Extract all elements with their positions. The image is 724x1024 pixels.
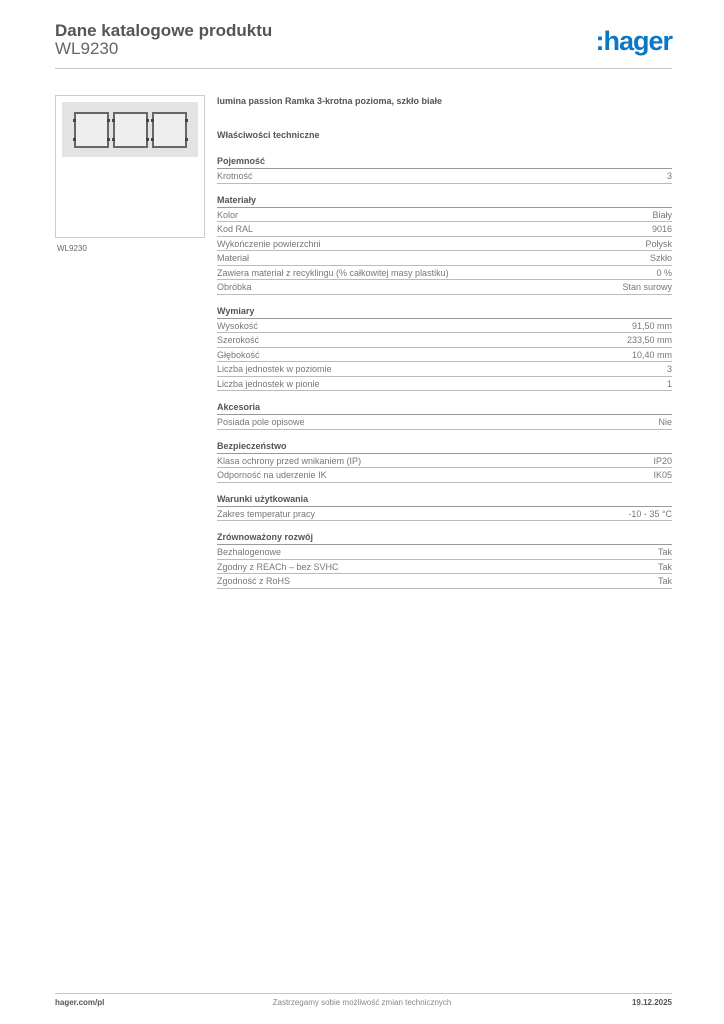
section-heading: Wymiary: [217, 305, 672, 319]
spec-label: Zgodność z RoHS: [217, 576, 291, 586]
spec-label: Zawiera materiał z recyklingu (% całkowitej masy plastiku): [217, 267, 449, 278]
frame-slot: [113, 112, 148, 148]
properties-heading: Właściwości techniczne: [217, 130, 320, 140]
footer-disclaimer: Zastrzegamy sobie możliwość zmian technicznych: [272, 998, 452, 1007]
hager-logo: :hager: [595, 26, 672, 56]
section-heading: Zrównoważony rozwój: [217, 531, 672, 545]
spec-label: Szerokość: [217, 335, 260, 345]
spec-value: 10,40 mm: [631, 349, 672, 360]
spec-row: [217, 377, 672, 392]
footer-divider: [55, 993, 672, 994]
section-heading: Materiały: [217, 194, 672, 208]
spec-label: Liczba jednostek w pionie: [217, 378, 320, 389]
spec-value: 91,50 mm: [631, 320, 672, 331]
spec-value: Szkło: [649, 253, 672, 263]
section-heading: Akcesoria: [217, 401, 672, 415]
spec-row: [217, 348, 672, 363]
spec-column: [217, 96, 672, 599]
spec-value: Stan surowy: [622, 282, 672, 292]
spec-row: [217, 251, 672, 266]
spec-label: Wysokość: [217, 320, 258, 331]
spec-label: Zgodny z REACh – bez SVHC: [217, 561, 339, 572]
spec-section: [217, 531, 672, 589]
product-code: WL9230: [55, 39, 119, 58]
spec-row: [217, 468, 672, 483]
spec-value: Biały: [652, 209, 672, 220]
spec-row: [217, 545, 672, 560]
spec-label: Kolor: [217, 209, 239, 220]
spec-value: 0 %: [656, 267, 672, 278]
spec-row: [217, 319, 672, 334]
spec-label: Bezhalogenowe: [217, 547, 282, 557]
spec-row: [217, 169, 672, 184]
spec-row: [217, 266, 672, 281]
spec-label: Liczba jednostek w poziomie: [217, 364, 332, 374]
spec-value: 3: [666, 171, 672, 181]
spec-section: [217, 440, 672, 483]
spec-value: Tak: [657, 576, 672, 586]
image-label: WL9230: [57, 244, 87, 253]
spec-label: Zakres temperatur pracy: [217, 508, 316, 519]
spec-value: Tak: [657, 547, 672, 557]
spec-section: [217, 155, 672, 184]
spec-row: [217, 362, 672, 377]
frame-picture: [62, 102, 198, 157]
spec-section: [217, 401, 672, 430]
logo-text: hager: [603, 26, 672, 56]
spec-row: [217, 280, 672, 295]
section-heading: Bezpieczeństwo: [217, 440, 672, 454]
section-heading: Pojemność: [217, 155, 672, 169]
spec-section: [217, 493, 672, 522]
spec-label: Obróbka: [217, 282, 252, 292]
spec-value: 3: [666, 364, 672, 374]
spec-value: 9016: [651, 224, 672, 234]
document-title: Dane katalogowe produktu: [55, 21, 273, 40]
spec-row: [217, 507, 672, 522]
spec-value: 233,50 mm: [626, 335, 672, 345]
spec-label: Krotność: [217, 171, 253, 181]
header-divider: [55, 68, 672, 69]
product-name: lumina passion Ramka 3-krotna pozioma, szkło białe: [217, 96, 443, 106]
spec-row: [217, 222, 672, 237]
spec-label: Głębokość: [217, 349, 260, 360]
spec-row: [217, 574, 672, 589]
frame-slot: [152, 112, 187, 148]
spec-row: [217, 208, 672, 223]
frame-slot: [74, 112, 109, 148]
spec-value: IK05: [653, 470, 672, 480]
spec-label: Posiada pole opisowe: [217, 417, 305, 427]
spec-row: [217, 454, 672, 469]
spec-value: IP20: [653, 455, 672, 466]
spec-label: Materiał: [217, 253, 250, 263]
footer-date: 19.12.2025: [631, 998, 672, 1007]
spec-section: [217, 305, 672, 392]
spec-value: Tak: [657, 561, 672, 572]
spec-label: Wykończenie powierzchni: [217, 238, 321, 249]
spec-row: [217, 237, 672, 252]
spec-row: [217, 333, 672, 348]
spec-value: -10 - 35 °C: [628, 508, 672, 519]
spec-sections: [217, 155, 672, 589]
spec-section: [217, 194, 672, 295]
spec-label: Odporność na uderzenie IK: [217, 470, 327, 480]
spec-label: Klasa ochrony przed wnikaniem (IP): [217, 455, 362, 466]
spec-value: Połysk: [645, 238, 672, 249]
spec-row: [217, 415, 672, 430]
spec-value: 1: [666, 378, 672, 389]
footer-website[interactable]: hager.com/pl: [55, 998, 105, 1007]
section-heading: Warunki użytkowania: [217, 493, 672, 507]
spec-value: Nie: [658, 417, 672, 427]
spec-row: [217, 560, 672, 575]
product-image: [55, 95, 205, 238]
spec-label: Kod RAL: [217, 224, 254, 234]
